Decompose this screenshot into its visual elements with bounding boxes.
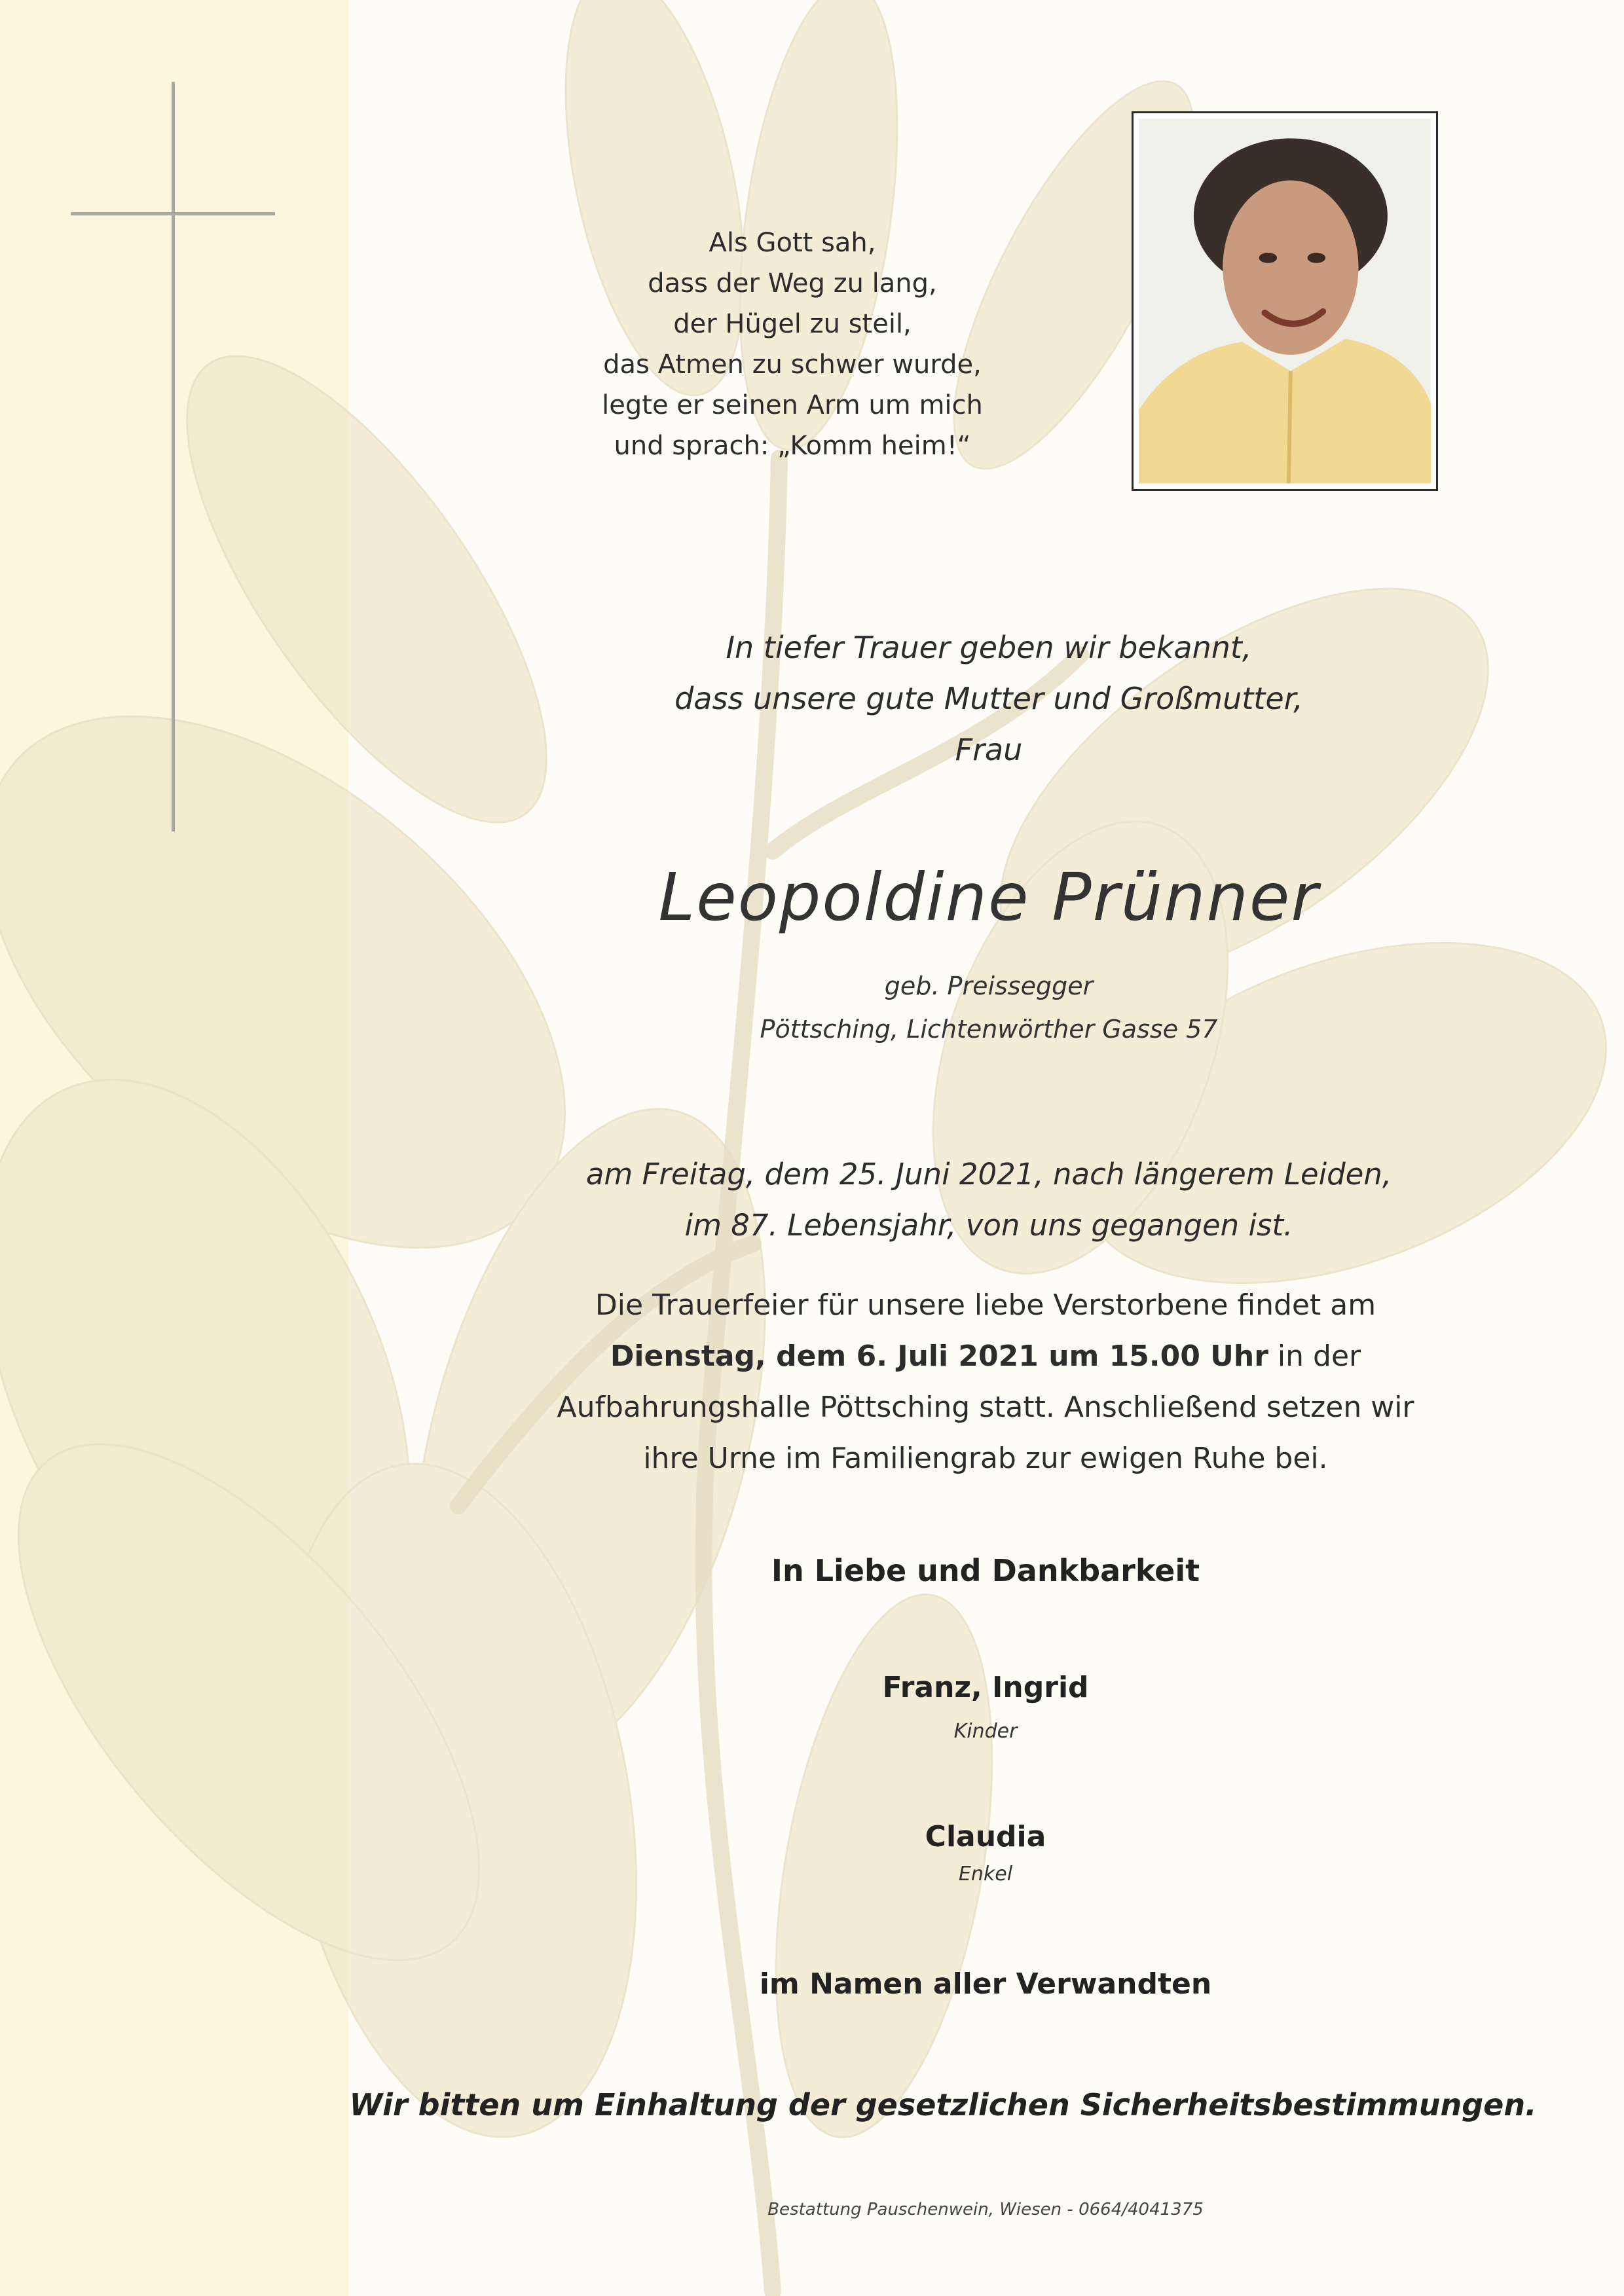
poem-line: dass der Weg zu lang, xyxy=(648,268,937,299)
address: Pöttsching, Lichtenwörther Gasse 57 xyxy=(760,1015,1218,1044)
funeral-line: Aufbahrungshalle Pöttsching statt. Anschließend setzen wir xyxy=(557,1391,1414,1424)
closing-phrase: In Liebe und Dankbarkeit xyxy=(771,1553,1200,1588)
cross-horizontal-bar xyxy=(71,212,275,215)
announcement-line: Frau xyxy=(955,732,1023,767)
funeral-line: ihre Urne im Familiengrab zur ewigen Ruhe bei. xyxy=(643,1442,1328,1475)
funeral-line-rest: in der xyxy=(1268,1339,1361,1373)
poem-line: legte er seinen Arm um mich xyxy=(602,390,983,420)
poem-line: das Atmen zu schwer wurde, xyxy=(603,350,982,380)
poem-line: und sprach: „Komm heim!“ xyxy=(614,431,971,461)
cross-vertical-bar xyxy=(172,82,175,831)
death-notice xyxy=(586,1149,1392,1251)
funeral-date: Dienstag, dem 6. Juli 2021 um 15.00 Uhr xyxy=(610,1339,1268,1373)
mourner-names: Claudia xyxy=(925,1820,1046,1853)
announcement-line: In tiefer Trauer geben wir bekannt, xyxy=(726,630,1252,665)
birth-name: geb. Preissegger xyxy=(884,972,1094,1000)
deceased-details xyxy=(760,964,1218,1051)
poem xyxy=(602,223,983,466)
announcement xyxy=(674,622,1303,775)
mourner-role: Kinder xyxy=(953,1720,1018,1743)
mourner-role: Enkel xyxy=(958,1863,1013,1886)
poem-line: Als Gott sah, xyxy=(709,228,876,258)
funeral-line xyxy=(557,1331,1414,1382)
poem-line: der Hügel zu steil, xyxy=(673,309,912,339)
funeral-details xyxy=(557,1280,1414,1484)
deceased-name: Leopoldine Prünner xyxy=(658,859,1320,936)
death-line: im 87. Lebensjahr, von uns gegangen ist. xyxy=(684,1208,1293,1243)
mourner-names: Franz, Ingrid xyxy=(882,1671,1089,1704)
death-line: am Freitag, dem 25. Juni 2021, nach längerem Leiden, xyxy=(585,1157,1392,1192)
relatives-line: im Namen aller Verwandten xyxy=(759,1967,1212,2001)
portrait-photo xyxy=(1132,111,1438,491)
portrait-image xyxy=(1139,118,1431,484)
announcement-line: dass unsere gute Mutter und Großmutter, xyxy=(674,681,1303,716)
funeral-line: Die Trauerfeier für unsere liebe Verstorbene findet am xyxy=(595,1288,1376,1322)
funeral-home-footer: Bestattung Pauschenwein, Wiesen - 0664/4041375 xyxy=(767,2200,1204,2219)
safety-notice: Wir bitten um Einhaltung der gesetzlichen Sicherheitsbestimmungen. xyxy=(349,2087,1537,2123)
